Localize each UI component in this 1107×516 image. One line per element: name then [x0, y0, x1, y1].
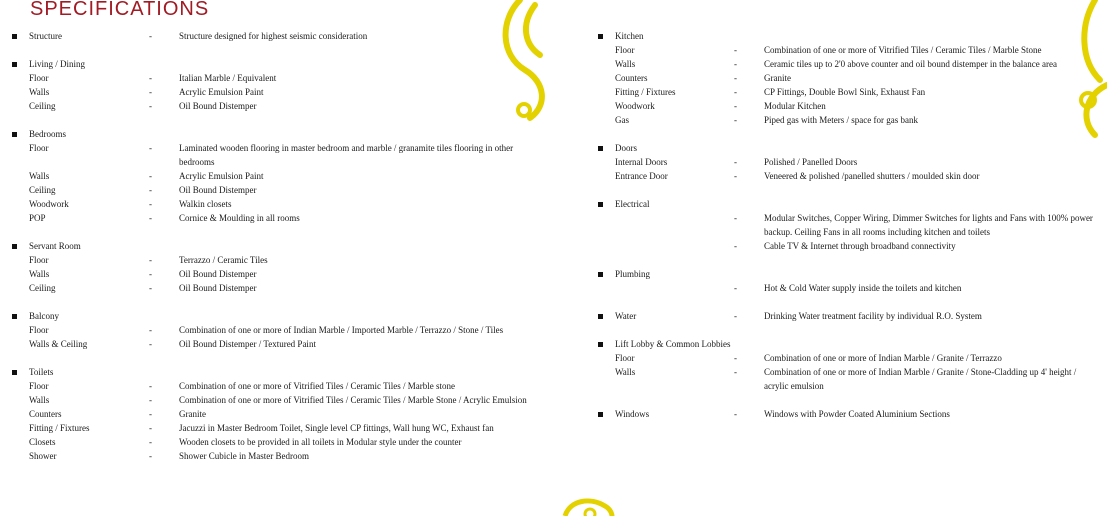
bullet-icon [12, 314, 17, 319]
dash-separator: - [149, 325, 152, 335]
bullet-icon [598, 34, 603, 39]
section-living-dining [12, 57, 532, 113]
section-title: Structure [29, 31, 62, 41]
spec-value: Piped gas with Meters / space for gas bank [764, 115, 918, 125]
swirl-ornament-bottom [560, 492, 620, 516]
section-title: Water [615, 311, 637, 321]
spec-row [12, 449, 532, 463]
page-title: SPECIFICATIONS [30, 0, 210, 20]
dash-separator: - [734, 73, 737, 83]
spec-row [12, 407, 532, 421]
spec-label: Walls [615, 367, 636, 377]
spec-row [598, 155, 1098, 169]
section-title: Doors [615, 143, 637, 153]
spec-value: Cable TV & Internet through broadband connectivity [764, 241, 956, 251]
section-title: Balcony [29, 311, 59, 321]
spec-row [598, 281, 1098, 295]
spec-value: Oil Bound Distemper [179, 101, 257, 111]
spec-value: Granite [179, 409, 206, 419]
spec-label: Walls [29, 171, 50, 181]
dash-separator: - [149, 437, 152, 447]
spec-row [12, 71, 532, 85]
spec-value: Cornice & Moulding in all rooms [179, 213, 300, 223]
section-windows [598, 407, 1098, 421]
spec-label: Internal Doors [615, 157, 668, 167]
dash-separator: - [734, 311, 737, 321]
bullet-icon [12, 62, 17, 67]
section-lift-lobby-common-lobbies [598, 337, 1098, 393]
spec-value: Combination of one or more of Indian Marble / Granite / Stone-Cladding up 4' height / acrylic emulsion [764, 367, 1077, 391]
dash-separator: - [734, 409, 737, 419]
bullet-icon [598, 314, 603, 319]
spec-label: Fitting / Fixtures [615, 87, 676, 97]
spec-row [12, 323, 532, 337]
section-title: Plumbing [615, 269, 651, 279]
dash-separator: - [734, 241, 737, 251]
spec-row [12, 435, 532, 449]
dash-separator: - [734, 59, 737, 69]
spec-row [12, 211, 532, 225]
section-electrical [598, 197, 1098, 253]
dash-separator: - [734, 157, 737, 167]
spec-value: Jacuzzi in Master Bedroom Toilet, Single level CP fittings, Wall hung WC, Exhaust fan [179, 423, 494, 433]
spec-row [598, 365, 1098, 393]
dash-separator: - [149, 73, 152, 83]
spec-label: Woodwork [615, 101, 655, 111]
spec-label: Floor [29, 73, 49, 83]
spec-label: Fitting / Fixtures [29, 423, 90, 433]
spec-value: Laminated wooden flooring in master bedroom and marble / granamite tiles flooring in other bedrooms [179, 143, 514, 167]
bullet-icon [12, 244, 17, 249]
spec-value: Combination of one or more of Vitrified Tiles / Ceramic Tiles / Marble Stone [764, 45, 1042, 55]
spec-row [598, 351, 1098, 365]
spec-row [598, 85, 1098, 99]
section-plumbing [598, 267, 1098, 295]
dash-separator: - [734, 115, 737, 125]
dash-separator: - [149, 269, 152, 279]
spec-value: Combination of one or more of Indian Marble / Granite / Terrazzo [764, 353, 1002, 363]
spec-row [12, 85, 532, 99]
bullet-icon [12, 132, 17, 137]
section-title: Windows [615, 409, 650, 419]
specifications-left-column [12, 29, 532, 477]
spec-value: Oil Bound Distemper [179, 185, 257, 195]
section-title: Living / Dining [29, 59, 85, 69]
dash-separator: - [734, 283, 737, 293]
spec-label: Ceiling [29, 101, 56, 111]
dash-separator: - [149, 185, 152, 195]
spec-value: Oil Bound Distemper [179, 283, 257, 293]
spec-row [12, 141, 532, 169]
spec-row [598, 407, 1098, 421]
spec-value: Terrazzo / Ceramic Tiles [179, 255, 268, 265]
dash-separator: - [149, 143, 152, 153]
dash-separator: - [734, 353, 737, 363]
section-doors [598, 141, 1098, 183]
spec-row [598, 169, 1098, 183]
section-toilets [12, 365, 532, 463]
dash-separator: - [149, 409, 152, 419]
spec-row [12, 393, 532, 407]
section-servant-room [12, 239, 532, 295]
spec-label: Floor [29, 255, 49, 265]
spec-value: Granite [764, 73, 791, 83]
section-water [598, 309, 1098, 323]
spec-value: CP Fittings, Double Bowl Sink, Exhaust Fan [764, 87, 926, 97]
spec-value: Polished / Panelled Doors [764, 157, 858, 167]
spec-value: Combination of one or more of Indian Marble / Imported Marble / Terrazzo / Stone / Tiles [179, 325, 504, 335]
bullet-icon [598, 412, 603, 417]
bullet-icon [598, 146, 603, 151]
spec-row [598, 309, 1098, 323]
dash-separator: - [149, 451, 152, 461]
spec-value: Windows with Powder Coated Aluminium Sections [764, 409, 950, 419]
section-title: Servant Room [29, 241, 81, 251]
section-title: Bedrooms [29, 129, 66, 139]
section-title: Kitchen [615, 31, 644, 41]
spec-row [12, 29, 532, 43]
dash-separator: - [149, 255, 152, 265]
spec-label: Ceiling [29, 283, 56, 293]
spec-label: Counters [615, 73, 648, 83]
spec-value: Oil Bound Distemper [179, 269, 257, 279]
dash-separator: - [149, 87, 152, 97]
spec-label: Entrance Door [615, 171, 668, 181]
spec-label: Counters [29, 409, 62, 419]
spec-row [12, 421, 532, 435]
spec-value: Structure designed for highest seismic consideration [179, 31, 368, 41]
spec-label: Ceiling [29, 185, 56, 195]
spec-label: Walls & Ceiling [29, 339, 88, 349]
spec-value: Wooden closets to be provided in all toilets in Modular style under the counter [179, 437, 462, 447]
bullet-icon [598, 342, 603, 347]
section-bedrooms [12, 127, 532, 225]
spec-value: Walkin closets [179, 199, 232, 209]
section-balcony [12, 309, 532, 351]
spec-value: Drinking Water treatment facility by individual R.O. System [764, 311, 982, 321]
spec-value: Combination of one or more of Vitrified Tiles / Ceramic Tiles / Marble stone [179, 381, 456, 391]
spec-value: Combination of one or more of Vitrified Tiles / Ceramic Tiles / Marble Stone / Acrylic Emulsion [179, 395, 527, 405]
dash-separator: - [734, 87, 737, 97]
spec-row [12, 183, 532, 197]
spec-value: Veneered & polished /panelled shutters / moulded skin door [764, 171, 980, 181]
spec-row [598, 211, 1098, 239]
bullet-icon [598, 202, 603, 207]
dash-separator: - [149, 199, 152, 209]
section-kitchen [598, 29, 1098, 127]
spec-label: Floor [29, 381, 49, 391]
spec-row [12, 267, 532, 281]
spec-row [12, 337, 532, 351]
spec-label: POP [29, 213, 46, 223]
dash-separator: - [734, 367, 737, 377]
dash-separator: - [149, 213, 152, 223]
spec-row [598, 43, 1098, 57]
spec-value: Modular Kitchen [764, 101, 826, 111]
specifications-right-column [598, 29, 1098, 435]
spec-row [598, 71, 1098, 85]
dash-separator: - [734, 45, 737, 55]
dash-separator: - [149, 171, 152, 181]
dash-separator: - [149, 283, 152, 293]
spec-row [598, 57, 1098, 71]
dash-separator: - [149, 423, 152, 433]
spec-label: Floor [615, 45, 635, 55]
spec-row [598, 99, 1098, 113]
bullet-icon [598, 272, 603, 277]
spec-label: Closets [29, 437, 56, 447]
section-title: Lift Lobby & Common Lobbies [615, 339, 731, 349]
bullet-icon [12, 34, 17, 39]
section-title: Electrical [615, 199, 650, 209]
spec-label: Woodwork [29, 199, 69, 209]
spec-label: Gas [615, 115, 629, 125]
spec-label: Walls [615, 59, 636, 69]
spec-value: Ceramic tiles up to 2'0 above counter and oil bound distemper in the balance area [764, 59, 1058, 69]
spec-value: Oil Bound Distemper / Textured Paint [179, 339, 316, 349]
section-title: Toilets [29, 367, 54, 377]
spec-row [12, 169, 532, 183]
dash-separator: - [149, 381, 152, 391]
spec-row [598, 113, 1098, 127]
spec-value: Shower Cubicle in Master Bedroom [179, 451, 309, 461]
spec-row [12, 379, 532, 393]
spec-value: Acrylic Emulsion Paint [179, 171, 264, 181]
spec-row [12, 197, 532, 211]
spec-label: Floor [29, 325, 49, 335]
spec-value: Acrylic Emulsion Paint [179, 87, 264, 97]
dash-separator: - [734, 101, 737, 111]
spec-label: Floor [29, 143, 49, 153]
dash-separator: - [149, 101, 152, 111]
spec-label: Floor [615, 353, 635, 363]
dash-separator: - [149, 31, 152, 41]
section-structure [12, 29, 532, 43]
bullet-icon [12, 370, 17, 375]
dash-separator: - [149, 339, 152, 349]
spec-label: Walls [29, 87, 50, 97]
spec-row [12, 99, 532, 113]
spec-label: Shower [29, 451, 57, 461]
spec-label: Walls [29, 269, 50, 279]
spec-value: Hot & Cold Water supply inside the toilets and kitchen [764, 283, 962, 293]
spec-value: Modular Switches, Copper Wiring, Dimmer Switches for lights and Fans with 100% power backup. Ceiling Fans in all rooms including kitchen and toilets [764, 213, 1093, 237]
dash-separator: - [734, 213, 737, 223]
spec-row [598, 239, 1098, 253]
dash-separator: - [149, 395, 152, 405]
spec-row [12, 253, 532, 267]
spec-value: Italian Marble / Equivalent [179, 73, 277, 83]
dash-separator: - [734, 171, 737, 181]
spec-label: Walls [29, 395, 50, 405]
spec-row [12, 281, 532, 295]
